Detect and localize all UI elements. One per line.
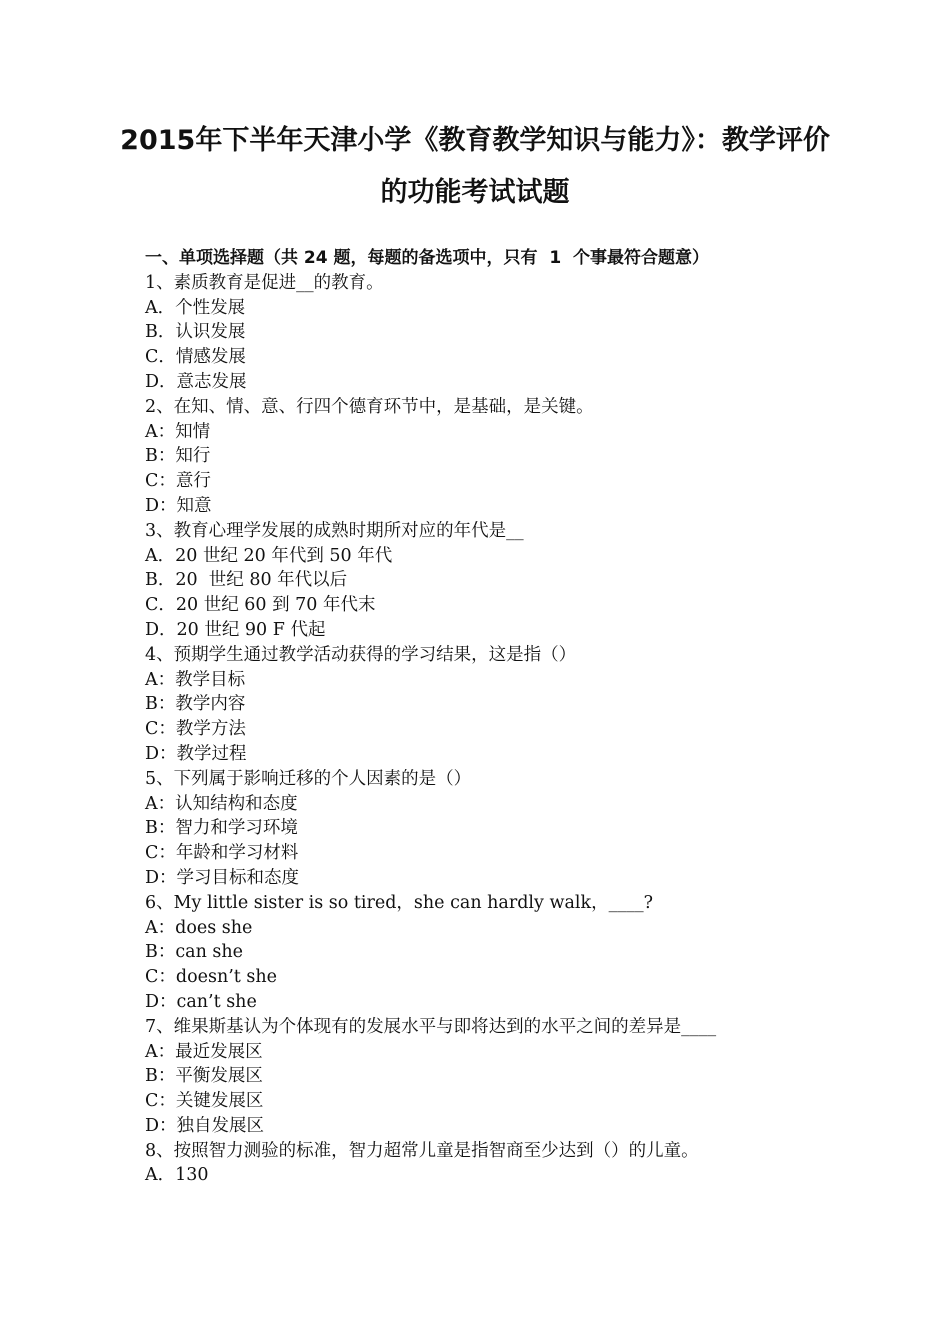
question-5: 5、下列属于影响迁移的个人因素的是（） — [145, 768, 472, 789]
option-5d: D：学习目标和态度 — [145, 867, 300, 888]
question-7: 7、维果斯基认为个体现有的发展水平与即将达到的水平之间的差异是____ — [145, 1016, 717, 1037]
option-2a: A：知情 — [145, 421, 211, 442]
question-2: 2、在知、情、意、行四个德育环节中，是基础，是关键。 — [145, 396, 594, 417]
option-3a: A．20 世纪 20 年代到 50 年代 — [145, 545, 393, 566]
question-6: 6、My little sister is so tired，she can hardly walk，____? — [145, 892, 653, 913]
option-6c: C：doesn’t she — [145, 967, 278, 988]
option-7c: C：关键发展区 — [145, 1091, 264, 1112]
question-4: 4、预期学生通过教学活动获得的学习结果，这是指（） — [145, 644, 577, 665]
option-7b: B：平衡发展区 — [145, 1066, 263, 1087]
option-4d: D：教学过程 — [145, 743, 247, 764]
option-3d: D．20 世纪 90 F 代起 — [145, 619, 326, 640]
option-1d: D．意志发展 — [145, 371, 247, 392]
option-3b: B．20 世纪 80 年代以后 — [145, 570, 348, 591]
question-8: 8、按照智力测验的标准，智力超常儿童是指智商至少达到（）的儿童。 — [145, 1140, 699, 1161]
option-1a: A．个性发展 — [145, 297, 246, 318]
option-8a: A．130 — [145, 1165, 209, 1186]
option-7d: D：独自发展区 — [145, 1115, 265, 1136]
option-2c: C：意行 — [145, 471, 211, 492]
document-body — [145, 246, 825, 1188]
option-6d: D：can’t she — [145, 991, 257, 1012]
question-3: 3、教育心理学发展的成熟时期所对应的年代是__ — [145, 520, 524, 541]
option-3c: C．20 世纪 60 到 70 年代末 — [145, 595, 376, 616]
question-1: 1、素质教育是促进__的教育。 — [145, 272, 384, 293]
option-4c: C：教学方法 — [145, 719, 246, 740]
option-2b: B：知行 — [145, 446, 211, 467]
option-4b: B：教学内容 — [145, 694, 246, 715]
option-6b: B：can she — [145, 942, 244, 963]
option-1b: B．认识发展 — [145, 322, 246, 343]
option-5c: C：年龄和学习材料 — [145, 843, 299, 864]
option-6a: A：does she — [145, 917, 253, 938]
option-5b: B：智力和学习环境 — [145, 818, 298, 839]
option-5a: A：认知结构和态度 — [145, 793, 298, 814]
document-title-line-1: 2015年下半年天津小学《教育教学知识与能力》：教学评价 — [120, 125, 830, 156]
option-1c: C．情感发展 — [145, 347, 246, 368]
section-heading: 一、单项选择题（共 24 题，每题的备选项中，只有 1 个事最符合题意） — [145, 248, 709, 268]
option-4a: A：教学目标 — [145, 669, 246, 690]
option-2d: D：知意 — [145, 495, 212, 516]
option-7a: A：最近发展区 — [145, 1041, 263, 1062]
document-title-line-2: 的功能考试试题 — [380, 177, 570, 208]
